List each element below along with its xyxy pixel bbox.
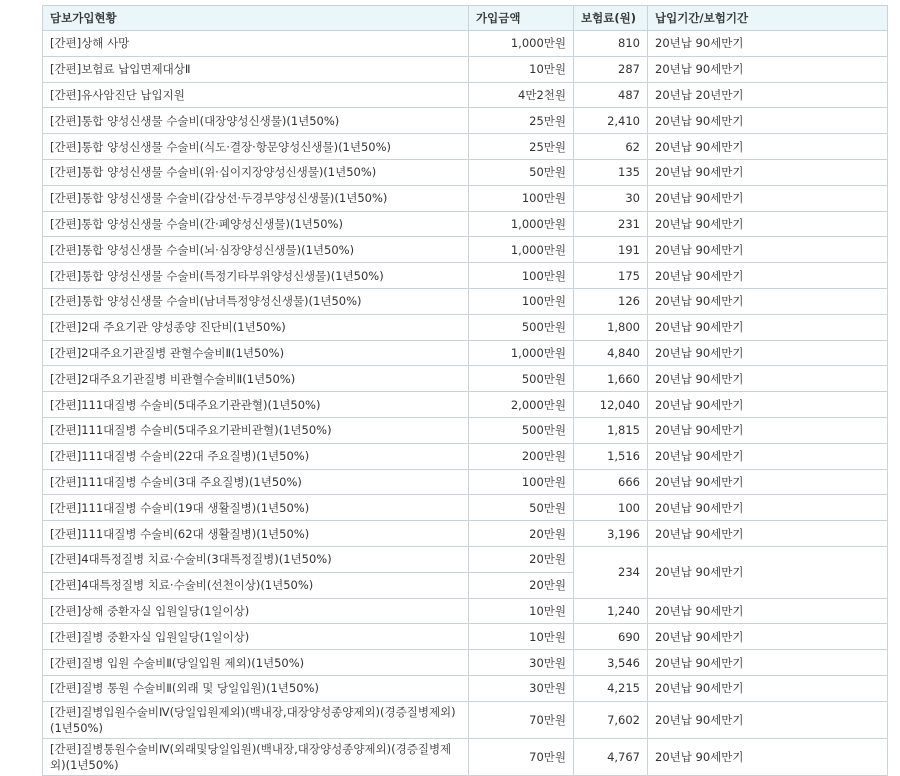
coverage-name: [간편]통합 양성신생물 수술비(뇌·심장양성신생물)(1년50%) [43,237,469,263]
coverage-name: [간편]2대주요기관질병 비관혈수술비Ⅱ(1년50%) [43,366,469,392]
coverage-amount: 10만원 [469,56,574,82]
coverage-term: 20년납 90세만기 [648,340,888,366]
coverage-amount: 50만원 [469,159,574,185]
coverage-amount: 30만원 [469,650,574,676]
coverage-premium: 126 [574,288,648,314]
coverage-name: [간편]111대질병 수술비(22대 주요질병)(1년50%) [43,443,469,469]
coverage-amount: 20만원 [469,521,574,547]
coverage-name: [간편]111대질병 수술비(5대주요기관관혈)(1년50%) [43,392,469,418]
coverage-premium: 7,602 [574,701,648,738]
coverage-premium: 2,410 [574,108,648,134]
coverage-premium: 12,040 [574,392,648,418]
table-row [43,82,888,108]
coverage-name: [간편]111대질병 수술비(19대 생활질병)(1년50%) [43,495,469,521]
coverage-premium: 4,215 [574,675,648,701]
coverage-amount: 70만원 [469,701,574,738]
header-premium: 보험료(원) [574,6,648,31]
coverage-premium: 135 [574,159,648,185]
table-row [43,288,888,314]
coverage-premium: 287 [574,56,648,82]
coverage-term: 20년납 90세만기 [648,417,888,443]
table-row [43,495,888,521]
table-row [43,521,888,547]
coverage-amount: 500만원 [469,314,574,340]
coverage-name: [간편]유사암진단 납입지원 [43,82,469,108]
table-row [43,237,888,263]
coverage-term: 20년납 90세만기 [648,495,888,521]
header-amount: 가입금액 [469,6,574,31]
coverage-premium: 487 [574,82,648,108]
coverage-amount: 30만원 [469,675,574,701]
coverage-term: 20년납 90세만기 [648,392,888,418]
coverage-amount: 200만원 [469,443,574,469]
coverage-premium: 690 [574,624,648,650]
coverage-premium: 62 [574,134,648,160]
coverage-amount: 100만원 [469,469,574,495]
table-row [43,31,888,57]
coverage-name: [간편]질병 입원 수술비Ⅱ(당일입원 제외)(1년50%) [43,650,469,676]
coverage-name: [간편]통합 양성신생물 수술비(갑상선·두경부양성신생물)(1년50%) [43,185,469,211]
coverage-name: [간편]2대 주요기관 양성종양 진단비(1년50%) [43,314,469,340]
coverage-premium: 810 [574,31,648,57]
coverage-term: 20년납 90세만기 [648,624,888,650]
coverage-term: 20년납 90세만기 [648,211,888,237]
coverage-term: 20년납 90세만기 [648,650,888,676]
coverage-name: [간편]질병 중환자실 입원일당(1일이상) [43,624,469,650]
coverage-name: [간편]질병통원수술비Ⅳ(외래및당일입원)(백내장,대장양성종양제외)(경증질병제외)(1년50%) [43,738,469,775]
coverage-term: 20년납 90세만기 [648,738,888,775]
coverage-term: 20년납 90세만기 [648,521,888,547]
coverage-amount: 25만원 [469,108,574,134]
coverage-term: 20년납 90세만기 [648,598,888,624]
coverage-term: 20년납 90세만기 [648,263,888,289]
table-row [43,598,888,624]
coverage-premium: 191 [574,237,648,263]
coverage-amount: 1,000만원 [469,340,574,366]
coverage-term: 20년납 90세만기 [648,108,888,134]
table-row [43,701,888,738]
table-row [43,211,888,237]
table-row [43,108,888,134]
coverage-amount: 1,000만원 [469,31,574,57]
coverage-name: [간편]상해 중환자실 입원일당(1일이상) [43,598,469,624]
coverage-term: 20년납 90세만기 [648,31,888,57]
coverage-premium: 3,546 [574,650,648,676]
coverage-name: [간편]통합 양성신생물 수술비(대장양성신생물)(1년50%) [43,108,469,134]
coverage-name: [간편]보험료 납입면제대상Ⅱ [43,56,469,82]
coverage-term: 20년납 90세만기 [648,675,888,701]
table-row [43,546,888,572]
coverage-term: 20년납 90세만기 [648,185,888,211]
table-row [43,650,888,676]
coverage-premium: 234 [574,546,648,598]
coverage-amount: 10만원 [469,598,574,624]
coverage-premium: 1,660 [574,366,648,392]
coverage-name: [간편]111대질병 수술비(5대주요기관비관혈)(1년50%) [43,417,469,443]
coverage-term: 20년납 90세만기 [648,701,888,738]
coverage-term: 20년납 90세만기 [648,288,888,314]
coverage-premium: 1,516 [574,443,648,469]
coverage-name: [간편]통합 양성신생물 수술비(식도·결장·항문양성신생물)(1년50%) [43,134,469,160]
coverage-term: 20년납 20년만기 [648,82,888,108]
coverage-amount: 100만원 [469,185,574,211]
coverage-amount: 20만원 [469,546,574,572]
coverage-name: [간편]통합 양성신생물 수술비(위·십이지장양성신생물)(1년50%) [43,159,469,185]
coverage-name: [간편]질병입원수술비Ⅳ(당일입원제외)(백내장,대장양성종양제외)(경증질병제외)(1년50%) [43,701,469,738]
coverage-amount: 50만원 [469,495,574,521]
coverage-name: [간편]111대질병 수술비(3대 주요질병)(1년50%) [43,469,469,495]
table-row [43,417,888,443]
coverage-amount: 500만원 [469,366,574,392]
table-row [43,469,888,495]
coverage-premium: 231 [574,211,648,237]
coverage-amount: 4만2천원 [469,82,574,108]
coverage-term: 20년납 90세만기 [648,314,888,340]
table-row [43,134,888,160]
coverage-name: [간편]상해 사망 [43,31,469,57]
coverage-name: [간편]질병 통원 수술비Ⅱ(외래 및 당일입원)(1년50%) [43,675,469,701]
header-coverage: 담보가입현황 [43,6,469,31]
coverage-premium: 1,240 [574,598,648,624]
coverage-amount: 70만원 [469,738,574,775]
coverage-premium: 4,767 [574,738,648,775]
table-header-row [43,6,888,31]
coverage-amount: 1,000만원 [469,211,574,237]
table-row [43,159,888,185]
coverage-term: 20년납 90세만기 [648,443,888,469]
coverage-premium: 4,840 [574,340,648,366]
table-row [43,314,888,340]
coverage-premium: 1,815 [574,417,648,443]
table-row [43,624,888,650]
header-term: 납입기간/보험기간 [648,6,888,31]
coverage-name: [간편]4대특정질병 치료·수술비(3대특정질병)(1년50%) [43,546,469,572]
coverage-amount: 500만원 [469,417,574,443]
coverage-name: [간편]4대특정질병 치료·수술비(선천이상)(1년50%) [43,572,469,598]
coverage-premium: 100 [574,495,648,521]
coverage-term: 20년납 90세만기 [648,469,888,495]
coverage-term: 20년납 90세만기 [648,237,888,263]
table-row [43,56,888,82]
table-row [43,185,888,211]
coverage-amount: 1,000만원 [469,237,574,263]
coverage-premium: 666 [574,469,648,495]
coverage-name: [간편]통합 양성신생물 수술비(남녀특정양성신생물)(1년50%) [43,288,469,314]
coverage-premium: 1,800 [574,314,648,340]
table-row [43,392,888,418]
coverage-premium: 3,196 [574,521,648,547]
table-row [43,675,888,701]
coverage-name: [간편]2대주요기관질병 관혈수술비Ⅱ(1년50%) [43,340,469,366]
table-row [43,738,888,775]
table-row [43,340,888,366]
coverage-table [42,5,888,776]
table-row [43,443,888,469]
coverage-amount: 2,000만원 [469,392,574,418]
table-row [43,263,888,289]
coverage-amount: 10만원 [469,624,574,650]
coverage-term: 20년납 90세만기 [648,134,888,160]
table-row [43,366,888,392]
coverage-name: [간편]통합 양성신생물 수술비(특정기타부위양성신생물)(1년50%) [43,263,469,289]
coverage-premium: 30 [574,185,648,211]
coverage-name: [간편]통합 양성신생물 수술비(간·폐양성신생물)(1년50%) [43,211,469,237]
coverage-premium: 175 [574,263,648,289]
coverage-amount: 100만원 [469,263,574,289]
coverage-term: 20년납 90세만기 [648,366,888,392]
coverage-term: 20년납 90세만기 [648,159,888,185]
coverage-amount: 100만원 [469,288,574,314]
coverage-term: 20년납 90세만기 [648,546,888,598]
coverage-amount: 25만원 [469,134,574,160]
coverage-name: [간편]111대질병 수술비(62대 생활질병)(1년50%) [43,521,469,547]
coverage-amount: 20만원 [469,572,574,598]
coverage-term: 20년납 90세만기 [648,56,888,82]
